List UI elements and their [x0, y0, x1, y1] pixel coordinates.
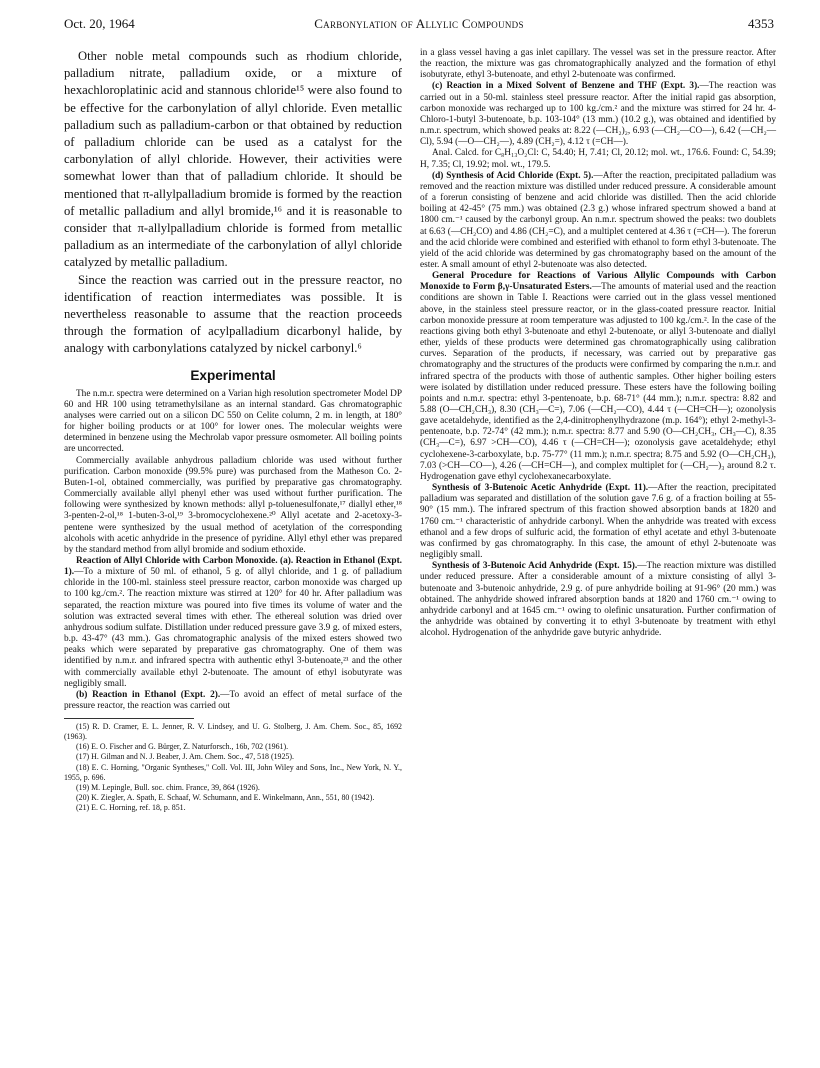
- footnote-17: (17) H. Gilman and N. J. Beaber, J. Am. Chem. Soc., 47, 518 (1925).: [76, 752, 294, 762]
- experimental-paragraph-2: Commercially available anhydrous palladium chloride was used without further purification. Carbon monoxide (99.5% pure) was purchased from the Matheson Co. 2-Buten-1-ol, obtained commercially, was purified by preparative gas chromatography. Commercially available allyl phenyl ether was used without further purification. The following were synthesized by known methods: allyl p-toluenesulfonate,¹⁷ diallyl ether,¹⁸ 3-penten-2-ol,¹⁸ 1-buten-3-ol,¹⁹ 3-bromocyclohexene.²⁰ Allyl acetate and 2-acetoxy-3-pentene were synthesized by the usual method of acetylation of the corresponding alcohols with acetic anhydride in the presence of pyridine. Allyl ethyl ether was prepared by the standard method from allyl bromide and sodium ethoxide.: [64, 455, 402, 555]
- right-column: [420, 48, 776, 639]
- footnote-21: (21) E. C. Horning, ref. 18, p. 851.: [76, 802, 186, 812]
- experimental-paragraph-4: [64, 690, 402, 712]
- header-date: Oct. 20, 1964: [64, 16, 135, 31]
- paragraph-run-in-heading: Synthesis of 3-Butenoic Acetic Anhydride (Expt. 11).: [432, 483, 649, 494]
- footnote-18: (18) E. C. Horning, "Organic Syntheses," Coll. Vol. III, John Wiley and Sons, Inc., New York, N. Y., 1955, p. 696.: [64, 762, 402, 782]
- footnote-15: (15) R. D. Cramer, E. L. Jenner, R. V. Lindsey, and U. G. Stolberg, J. Am. Chem. Soc., 85, 1692 (1963).: [64, 722, 402, 742]
- footnote-16: (16) E. O. Fischer and G. Bürger, Z. Naturforsch., 16b, 702 (1961).: [76, 742, 289, 752]
- discussion-paragraph-2: Since the reaction was carried out in the pressure reactor, no identification of reaction intermediates was possible. It is nevertheless reasonable to assume that the reaction proceeds through the formation of acylpalladium dicarbonyl halide, by analogy with carbonylations catalyzed by nickel carbonyl.⁶: [64, 272, 402, 356]
- experimental-paragraph-general-procedure: [420, 271, 776, 483]
- header-title: Carbonylation of Allylic Compounds: [314, 16, 524, 31]
- analysis-paragraph: Anal. Calcd. for C₈H₁₃O₂Cl: C, 54.40; H, 7.41; Cl, 20.12; mol. wt., 176.6. Found: C, 54.39; H, 7.35; Cl, 19.92; mol. wt., 179.5.: [420, 148, 776, 170]
- experimental-paragraph-1: The n.m.r. spectra were determined on a Varian high resolution spectrometer Model DP 60 and HR 100 using tetramethylsilane as an internal standard. Gas chromatographic analyses were carried out on a silicon DC 550 on Celite column, 2 m. in length, at 180° for higher boiling products or at 100° for lower ones. The molecular weights were determined in benzene using the Mechrolab vapor pressure osmometer. All boiling points are uncorrected.: [64, 388, 402, 455]
- paragraph-run-in-heading: General Procedure for Reactions of Various Allylic Compounds with Carbon Monoxide to Form β,γ-Unsaturated Esters.: [420, 271, 776, 293]
- experimental-paragraph-expt-15: [420, 561, 776, 639]
- paragraph-body: —To avoid an effect of metal surface of the pressure reactor, the reaction was carried out: [64, 689, 402, 712]
- paragraph-run-in-heading: (c) Reaction in a Mixed Solvent of Benzene and THF (Expt. 3).: [432, 81, 700, 92]
- paragraph-body: —The reaction mixture was distilled under reduced pressure. After a considerable amount of a mixture consisting of allyl 3-butenoate and 3-butenoic anhydride, 2.9 g. of pure anhydride boiling at 91-96° (20 mm.) was obtained. The anhydride showed infrared absorption bands at 1820 and 1760 cm.⁻¹ owing to anhydride carbonyl and at 1645 cm.⁻¹ owing to olefinic unsaturation. Further confirmation of the anhydride was obtained by converting it to ethyl 3-butenoate by treatment with ethyl alcohol. Hydrogenation of the anhydride gave butyric anhydride.: [420, 561, 776, 639]
- paragraph-run-in-heading: (d) Synthesis of Acid Chloride (Expt. 5).: [432, 170, 594, 181]
- left-column: [64, 48, 402, 813]
- experimental-paragraph-continued: in a glass vessel having a gas inlet capillary. The vessel was set in the pressure reactor. After the reaction, the mixture was gas chromatographically analyzed and the formation of ethyl isobutyrate, ethyl 3-butenoate, and ethyl 2-butenoate was confirmed.: [420, 48, 776, 81]
- footnote-20: (20) K. Ziegler, A. Spath, E. Schaaf, W. Schumann, and E. Winkelmann, Ann., 551, 80 (1942).: [76, 792, 375, 802]
- paragraph-body: —After the reaction, precipitated palladium was removed and the reaction mixture was distilled under reduced pressure. A considerable amount of a forerun consisting of benzene and acid chloride was distilled. Then the acid chloride boiling at 42-45° (75 mm.) was obtained (2.3 g.) whose infrared spectrum showed a band at 1800 cm.⁻¹ caused by the carbonyl group. An n.m.r. spectrum showed the peaks: two doublets at 6.63 (—CH₂CO) and 4.86 (CH₂=C), and a multiplet centered at 4.36 τ (=CH—). The forerun and the acid chloride were combined and esterified with ethanol to form ethyl 3-butenoate. The yield of the acid chloride was determined by gas chromatography based on the amount of the ester. A small amount of ethyl 2-butenoate was also detected.: [420, 170, 777, 270]
- footnote-19: (19) M. Lepingle, Bull. soc. chim. France, 39, 864 (1926).: [76, 782, 260, 792]
- paragraph-body: —To a mixture of 50 ml. of ethanol, 5 g. of allyl chloride, and 1 g. of palladium chloride in the 100-ml. stainless steel pressure reactor, carbon monoxide was charged up to 100 kg./cm.². The reaction mixture was stirred at 120° for 40 hr. After palladium was separated, the reaction mixture was poured into five times its volume of water and the solution was extracted several times with ether. The ethereal solution was dried over anhydrous sodium sulfate. Distillation under reduced pressure gave 3.9 g. of mixed esters, b.p. 43-47° (43 mm.). Gas chromatographic analysis of the mixed esters showed two peaks which were separated by preparative gas chromatography. One of them was identified by n.m.r. and infrared spectra with authentic ethyl 3-butenoate,²¹ and the other with commercially available ethyl 2-butenoate. The amount of ethyl isobutyrate was negligibly small.: [64, 567, 402, 689]
- footnotes: [64, 722, 402, 813]
- paragraph-run-in-heading: Synthesis of 3-Butenoic Acid Anhydride (Expt. 15).: [432, 561, 638, 572]
- footnote-rule: [64, 718, 194, 719]
- paragraph-body: —After the reaction, precipitated palladium was separated and distillation of the solution gave 7.6 g. of a fraction boiling at 55-90° (15 mm.). The infrared spectrum of this fraction showed absorption bands at 1820 and 1760 cm.⁻¹ characteristic of anhydride carbonyl. When the anhydride was treated with excess ethanol and a few drops of sulfuric acid, the formation of ethyl acetate and ethyl 3-butenoate was confirmed by gas chromatography. In this case, the amount of ethyl 2-butenoate was negligibly small.: [420, 483, 777, 561]
- header-page-number: 4353: [748, 16, 774, 31]
- running-header: [64, 16, 774, 34]
- paragraph-run-in-heading: Reaction of Allyl Chloride with Carbon Monoxide. (a). Reaction in Ethanol (Expt. 1).: [64, 556, 402, 578]
- experimental-paragraph-expt-11: [420, 483, 776, 561]
- paragraph-body: —The amounts of material used and the reaction conditions are shown in Table I. Reactions were carried out in the glass vessel mentioned above, in the stainless steel pressure reactor, or in the glass-coated pressure reactor. Initial carbon monoxide pressure at room temperature was adjusted to 100 kg./cm.². In the case of the reactions giving both ethyl 3-butenoate and ethyl 2-butenoate, or allyl 3-butenoate and diallyl ether, yields of these products were determined gas chromatographically using calibration curves. Separation of the products, if necessary, was carried out by preparative gas chromatography and the structures of the products were confirmed by comparing the n.m.r. and infrared spectra of the products with those of authentic samples. Other higher boiling esters were isolated by distillation under reduced pressure. These esters have the following boiling points and n.m.r. spectra: ethyl 3-pentenoate, b.p. 68-71° (44 mm.); n.m.r. spectra: 8.82 and 5.88 (O—CH₂CH₃), 8.30 (CH₃—C=), 7.06 (—CH₂—CO), 4.44 τ (—CH=CH—); ozonolysis gave acetaldehyde, identified as the 2,4-dinitrophenylhydrazone (m.p. 164°); ethyl 2-methyl-3-pentenoate, b.p. 72-74° (42 mm.); n.m.r. spectra: 8.77 and 5.90 (O—CH₂CH₃, CH₃—C), 8.35 (CH₃—C=), 6.97 >CH—CO), 4.46 τ (—CH=CH—); ozonolysis gave acetaldehyde; ethyl cyclohexene-3-carboxylate, b.p. 75-77° (11 mm.); n.m.r. spectra; 8.75 and 5.92 (O—CH₂CH₃), 7.03 (>CH—CO—), 4.26 (—CH=CH—), and complex multiplet for (—CH₂—)₃ around 8.2 τ. Hydrogenation gave ethyl cyclohexanecarboxylate.: [420, 282, 776, 482]
- discussion-paragraph-1: Other noble metal compounds such as rhodium chloride, palladium nitrate, palladium oxide, or a mixture of hexachloroplatinic acid and stannous chloride¹⁵ were also found to be effective for the carbonylation of allyl chloride. Even metallic palladium such as palladium-carbon or that obtained by reduction of palladium chloride can be used as a catalyst for the carbonylation of allyl chloride. However, their activities were somewhat lower than that of palladium chloride. It should be mentioned that π-allylpalladium bromide is formed by the reaction of metallic palladium and allyl bromide,¹⁶ and it is reasonable to consider that π-allylpalladium chloride is formed from metallic palladium as an intermediate of the carbonylation of allyl chloride catalyzed by metallic palladium.: [64, 49, 402, 270]
- paragraph-body: —The reaction was carried out in a 50-ml. stainless steel pressure reactor. After the initial rapid gas absorption, carbon monoxide was recharged up to 100 kg./cm.² and the mixture was stirred for 24 hr. 4-Chloro-1-butyl 3-butenoate, b.p. 103-104° (13 mm.) (10.2 g.), was obtained and identified by n.m.r. spectrum, which showed peaks at: 8.22 (—CH₂)₂, 6.93 (—CH₂—CO—), 6.42 (—CH₂—Cl), 5.94 (—O—CH₂—), 4.89 (CH₂=), 4.12 τ (=CH—).: [420, 81, 776, 148]
- paragraph-run-in-heading: (b) Reaction in Ethanol (Expt. 2).: [76, 689, 221, 700]
- experimental-paragraph-3: [64, 556, 402, 690]
- section-heading-experimental: Experimental: [190, 367, 276, 383]
- experimental-paragraph-expt-3: [420, 81, 776, 148]
- experimental-paragraph-expt-5: [420, 171, 776, 271]
